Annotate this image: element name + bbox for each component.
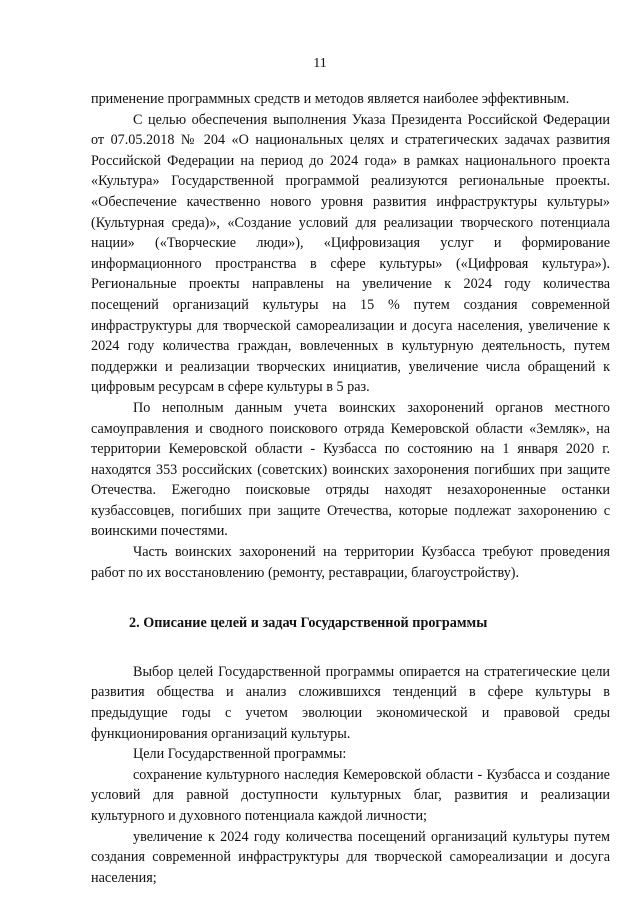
document-body	[91, 89, 610, 888]
page-number: 11	[313, 56, 327, 71]
paragraph-graves-restoration: Часть воинских захоронений на территории Кузбасса требуют проведения работ по их восстановлению (ремонту, реставрации, благоустройству).	[91, 544, 610, 581]
paragraph-goals-title: Цели Государственной программы:	[133, 746, 347, 763]
paragraph-goals-choice: Выбор целей Государственной программы опирается на стратегические цели развития общества и анализ сложившихся тенденций в сфере культуры в предыдущие годы с учетом эволюции экономической и правовой среды функционирования организаций культуры.	[91, 663, 610, 742]
paragraph-intro-continuation: применение программных средств и методов является наиболее эффективным.	[91, 91, 570, 107]
paragraph-goal-heritage: сохранение культурного наследия Кемеровской области - Кузбасса и создание условий для равной доступности культурных благ, развития и реализации культурного и духовного потенциала каждой личности;	[91, 766, 610, 824]
section-heading: 2. Описание целей и задач Государственной программы	[129, 615, 488, 632]
paragraph-military-graves: По неполным данным учета воинских захоронений органов местного самоуправления и сводного поискового отряда Кемеровской области «Земляк», на территории Кемеровской области - Кузбасса по состоянию на 1 января 2020 г. находятся 353 российских (советских) воинских захоронения погибших при защите Отечества. Ежегодно поисковые отряды находят незахороненные останки кузбассовцев, погибших при защите Отечества, которые подлежат захоронению с воинскими почестями.	[91, 399, 610, 540]
paragraph-national-projects: С целью обеспечения выполнения Указа Президента Российской Федерации от 07.05.2018 № 204 «О национальных целях и стратегических задачах развития Российской Федерации на период до 2024 года» в рамках национального проекта «Культура» Государственной программой реализуются региональные проекты. «Обеспечение качественно нового уровня развития инфраструктуры культуры» (Культурная среда)», «Создание условий для реализации творческого потенциала нации» («Творческие люди»), «Цифровизация услуг и формирование информационного пространства в сфере культуры» («Цифровая культура»). Региональные проекты направлены на увеличение к 2024 году количества посещений организаций культуры на 15 % путем создания современной инфраструктуры для творческой самореализации и досуга населения, увеличение к 2024 году количества граждан, вовлеченных в культурную деятельность, путем поддержки и реализации творческих инициатив, увеличение числа обращений к цифровым ресурсам в сфере культуры в 5 раз.	[91, 111, 610, 396]
paragraph-goal-visits: увеличение к 2024 году количества посещений организаций культуры путем создания современной инфраструктуры для творческой самореализации и досуга населения;	[91, 828, 610, 886]
